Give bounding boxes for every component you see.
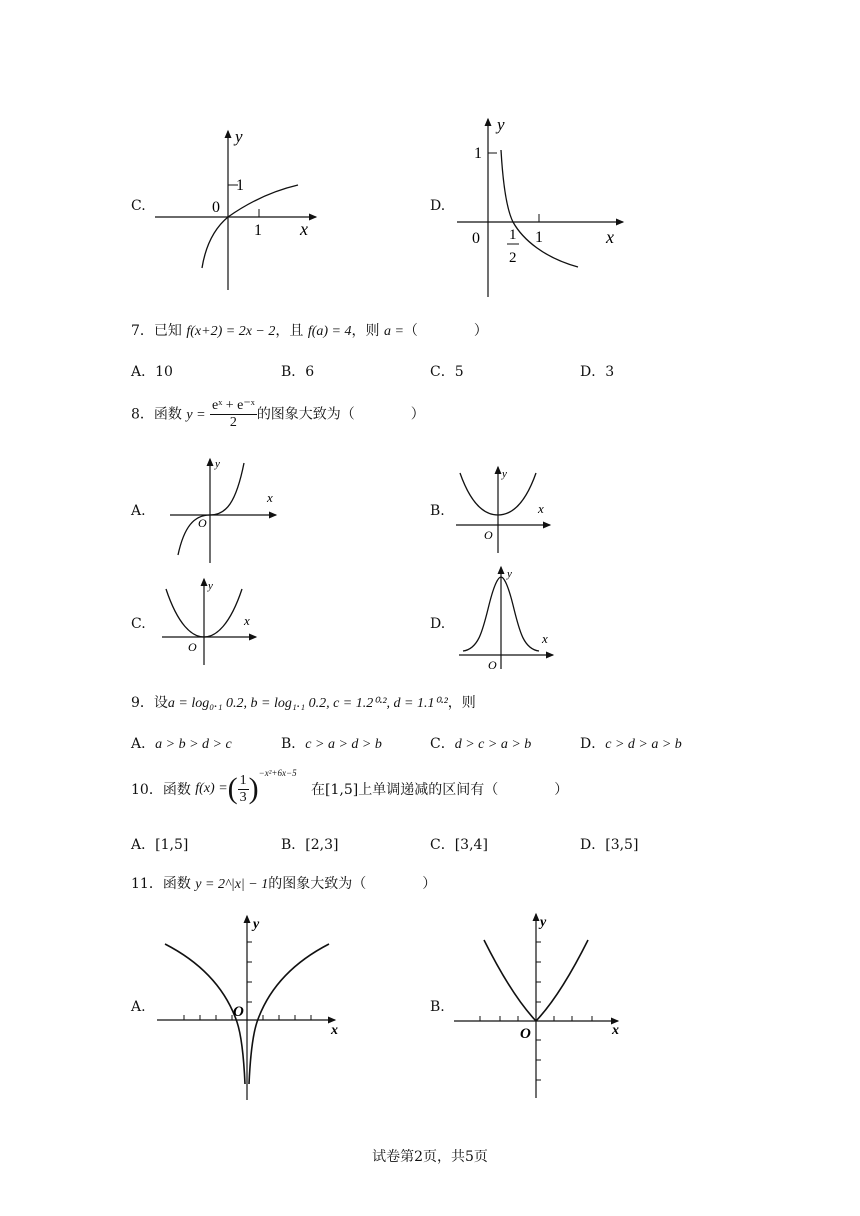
q11-graph-a[interactable] <box>155 912 345 1102</box>
option-text: 10 <box>155 364 173 380</box>
q8-graph-b[interactable] <box>452 463 562 555</box>
page-footer: 试卷第2页，共5页 <box>372 1149 488 1165</box>
q10-option-b[interactable] <box>281 834 339 854</box>
left-paren-icon: ( <box>227 772 238 805</box>
q11-formula: y = 2^|x| − 1 <box>195 877 269 892</box>
q8a-origin: O <box>198 516 207 530</box>
q7-number: 7． <box>131 323 154 339</box>
q11a-x: x <box>331 1023 338 1038</box>
q8-numerator: eˣ + e⁻ˣ <box>212 398 255 413</box>
option-label: C． <box>430 364 455 380</box>
option-label: B． <box>281 364 306 380</box>
q7-formula2: f(a) = 4 <box>307 324 352 339</box>
graph-c <box>150 125 330 300</box>
q7-text2: ，且 <box>275 323 304 339</box>
q8-text1: 函数 <box>153 406 182 423</box>
option-label: D． <box>580 736 606 752</box>
q11-number: 11． <box>131 876 163 892</box>
q8-graph-b-label[interactable]: B. <box>430 503 445 519</box>
q9-text2: ，则 <box>447 695 476 711</box>
q10-frac-den: 3 <box>239 789 247 805</box>
q9-option-d[interactable] <box>580 733 682 753</box>
option-text: [3,5] <box>605 837 639 853</box>
q8-graph-a-label[interactable]: A. <box>131 503 146 519</box>
option-text: d > c > a > b <box>454 737 532 752</box>
question-7 <box>131 320 488 340</box>
q10-exponent: −x²+6x−5 <box>258 768 297 778</box>
q8a-y: y <box>215 458 220 470</box>
graph-d-half-den: 2 <box>509 250 517 266</box>
q9-formula: a = log₀.₁ 0.2, b = log₁.₁ 0.2, c = 1.2⁰·², d = 1.1⁰·² <box>167 696 448 711</box>
q7-option-a[interactable] <box>131 361 173 381</box>
option-text: 5 <box>454 364 464 380</box>
graph-c-y-label: y <box>235 127 243 146</box>
option-text: 6 <box>305 364 315 380</box>
q10-text2: 在[1,5]上单调递减的区间有（ ） <box>311 782 569 798</box>
q8-denominator: 2 <box>229 415 237 430</box>
q10-number: 10． <box>131 782 163 798</box>
option-label: B． <box>281 736 306 752</box>
q10-frac-num: 1 <box>239 772 247 788</box>
q11-graph-b-label[interactable]: B. <box>430 999 445 1015</box>
option-text: [1,5] <box>155 837 189 853</box>
q8c-y: y <box>208 580 213 592</box>
q8a-x: x <box>267 490 273 505</box>
option-c-label: C. <box>131 198 146 214</box>
q11b-y: y <box>540 915 547 930</box>
q8b-origin: O <box>484 528 493 542</box>
graph-c-tick-y: 1 <box>236 177 244 194</box>
option-label: D． <box>580 364 606 380</box>
q8b-x: x <box>538 501 544 516</box>
graph-d <box>455 115 635 305</box>
graph-d-x-label: x <box>606 227 614 247</box>
option-label: A． <box>131 364 156 380</box>
question-10 <box>131 768 569 816</box>
q10-option-d[interactable] <box>580 834 638 854</box>
q11-graph-a-label[interactable]: A. <box>131 999 146 1015</box>
q9-text1: 设 <box>153 695 168 711</box>
graph-d-half-num: 1 <box>509 227 517 243</box>
option-text: 3 <box>605 364 615 380</box>
option-text: [2,3] <box>305 837 339 853</box>
q7-option-d[interactable] <box>580 361 614 381</box>
graph-d-y-label: y <box>497 115 505 134</box>
graph-d-tick-x: 1 <box>535 229 543 246</box>
option-d-label: D. <box>430 198 446 214</box>
q10-f-eq: f(x) = <box>195 781 228 796</box>
option-text: a > b > d > c <box>155 737 232 752</box>
q8d-x: x <box>542 631 548 646</box>
option-text: c > a > d > b <box>305 737 382 752</box>
question-9 <box>131 692 476 712</box>
graph-d-tick-y: 1 <box>474 145 482 162</box>
q11-text1: 函数 <box>162 876 191 892</box>
q9-option-c[interactable] <box>430 733 531 753</box>
q7-tail: （ ） <box>403 323 488 339</box>
option-text: c > d > a > b <box>605 737 682 752</box>
q8-graph-d-label[interactable]: D. <box>430 616 446 632</box>
q8b-y: y <box>502 468 507 480</box>
graph-c-x-label: x <box>300 219 308 239</box>
q9-number: 9． <box>131 695 154 711</box>
option-label: B． <box>281 837 306 853</box>
option-label: A． <box>131 736 156 752</box>
q8-y-eq: y = <box>186 407 206 423</box>
q7-option-c[interactable] <box>430 361 464 381</box>
q8-graph-c[interactable] <box>160 575 270 667</box>
graph-c-origin: 0 <box>212 199 220 216</box>
q8c-x: x <box>244 613 250 628</box>
q8c-origin: O <box>188 640 197 654</box>
q11-graph-b[interactable] <box>452 910 627 1100</box>
q8-number: 8． <box>131 406 154 423</box>
q10-option-a[interactable] <box>131 834 188 854</box>
option-text: [3,4] <box>454 837 488 853</box>
question-11 <box>131 873 436 893</box>
option-label: C． <box>430 837 455 853</box>
option-label: D． <box>580 837 606 853</box>
q11b-x: x <box>612 1023 619 1038</box>
q11-text2: 的图象大致为（ ） <box>268 876 437 892</box>
q7-text1: 已知 <box>153 323 182 339</box>
q8d-origin: O <box>488 658 497 672</box>
q11a-origin: O <box>233 1004 244 1020</box>
q11a-y: y <box>253 917 260 932</box>
q8-fraction <box>210 398 257 431</box>
q7-formula1: f(x+2) = 2x − 2 <box>186 324 276 339</box>
option-label: C． <box>430 736 455 752</box>
q7-text3: ，则 <box>351 323 380 339</box>
q10-text1: 函数 <box>162 782 191 798</box>
graph-d-origin: 0 <box>472 230 480 247</box>
q10-option-c[interactable] <box>430 834 488 854</box>
q8d-y: y <box>507 568 512 580</box>
q7-formula3: a = <box>383 324 404 339</box>
right-paren-icon: ) <box>248 772 259 805</box>
option-label: A． <box>131 837 156 853</box>
q9-option-b[interactable] <box>281 733 382 753</box>
q10-fraction <box>238 773 249 806</box>
q8-graph-a[interactable] <box>160 455 285 565</box>
q8-graph-c-label[interactable]: C. <box>131 616 146 632</box>
question-8 <box>131 398 425 431</box>
q7-option-b[interactable] <box>281 361 314 381</box>
graph-c-tick-x: 1 <box>254 222 262 239</box>
q8-text2: 的图象大致为（ ） <box>256 406 425 423</box>
q11b-origin: O <box>520 1026 531 1042</box>
q8-graph-d[interactable] <box>455 563 565 671</box>
q9-option-a[interactable] <box>131 733 232 753</box>
